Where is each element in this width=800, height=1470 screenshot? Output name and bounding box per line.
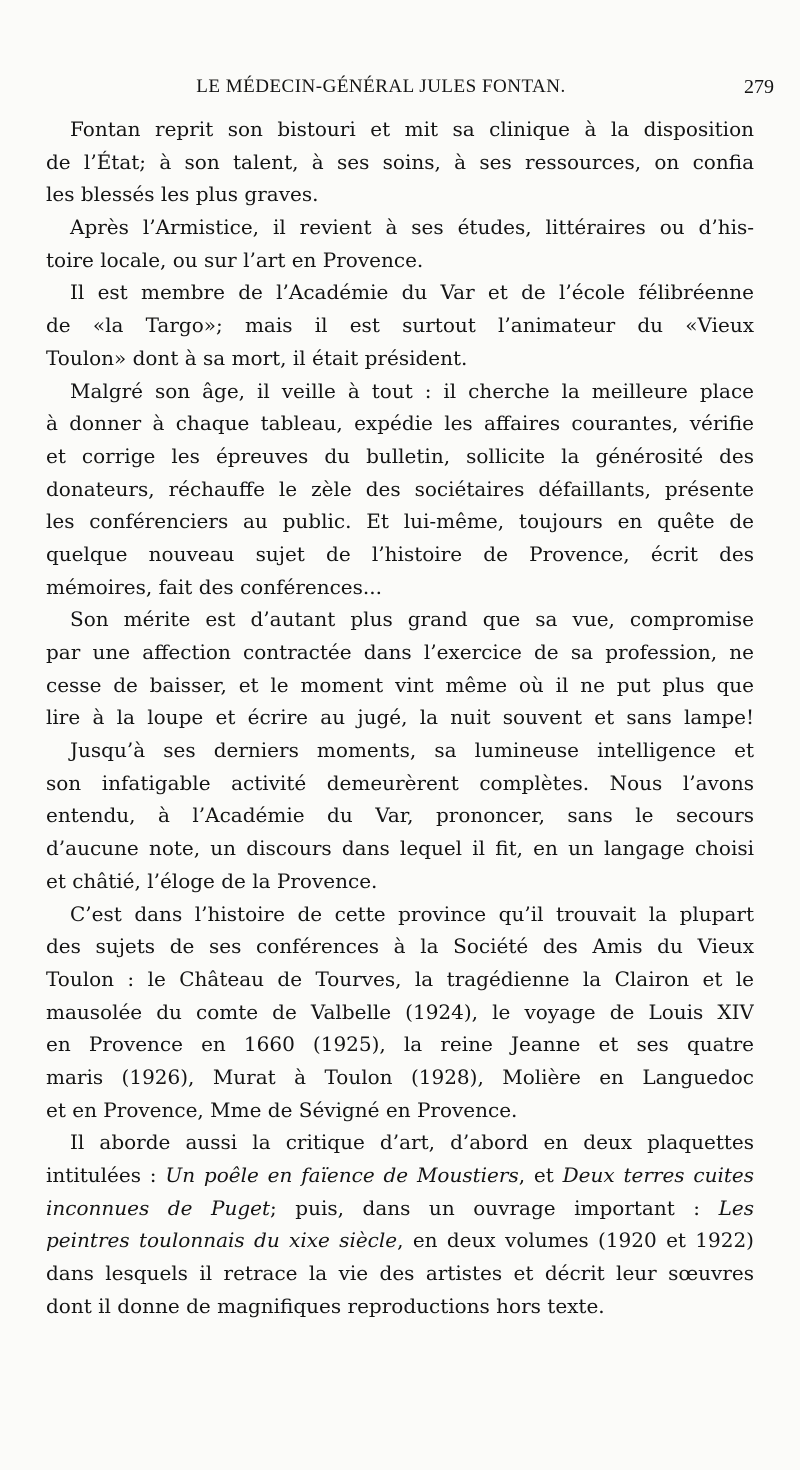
text-line: entendu, à l’Académie du Var, prononcer, sans le secours bbox=[46, 803, 754, 828]
text-line: dont il donne de magnifiques reproductions hors texte. bbox=[46, 1293, 605, 1318]
book-title: Un poêle en faïence de Moustiers bbox=[165, 1163, 519, 1187]
book-title: peintres toulonnais du xixe siècle bbox=[46, 1228, 398, 1253]
text-line: Son mérite est d’autant plus grand que sa vue, compromise bbox=[70, 607, 754, 632]
text-line bbox=[46, 1159, 754, 1192]
text-line: Il est membre de l’Académie du Var et de l’école félibréenne bbox=[70, 280, 754, 305]
text-line: et châtié, l’éloge de la Provence. bbox=[46, 868, 378, 893]
text-run: ; puis, dans un ouvrage important : bbox=[270, 1195, 719, 1220]
text-line: Après l’Armistice, il revient à ses études, littéraires ou d’his- bbox=[70, 215, 754, 240]
text-line: Toulon : le Château de Tourves, la tragédienne la Clairon et le bbox=[46, 966, 754, 991]
text-line: mémoires, fait des conférences... bbox=[46, 574, 382, 599]
text-line: d’aucune note, un discours dans lequel il fit, en un langage choisi bbox=[46, 836, 754, 861]
text-line: Toulon» dont à sa mort, il était président. bbox=[46, 345, 468, 370]
text-line: Jusqu’à ses derniers moments, sa lumineuse intelligence et bbox=[70, 738, 754, 763]
text-line: lire à la loupe et écrire au jugé, la nuit souvent et sans lampe! bbox=[46, 705, 754, 730]
book-title: inconnues de Puget bbox=[46, 1195, 270, 1220]
text-line: des sujets de ses conférences à la Société des Amis du Vieux bbox=[46, 934, 754, 959]
text-line bbox=[46, 1192, 754, 1225]
text-line: quelque nouveau sujet de l’histoire de Provence, écrit des bbox=[46, 541, 754, 566]
text-line: C’est dans l’histoire de cette province qu’il trouvait la plupart bbox=[70, 901, 754, 926]
text-line: les conférenciers au public. Et lui-même, toujours en quête de bbox=[46, 509, 754, 534]
text-run: , et bbox=[518, 1163, 563, 1187]
text-line bbox=[46, 1224, 754, 1257]
body-text bbox=[46, 113, 754, 1322]
text-line: Il aborde aussi la critique d’art, d’abord en deux plaquettes bbox=[70, 1130, 754, 1155]
text-line: dans lesquels il retrace la vie des artistes et décrit leur sœuvres bbox=[46, 1261, 754, 1286]
text-line: Malgré son âge, il veille à tout : il cherche la meilleure place bbox=[70, 378, 754, 403]
text-line: par une affection contractée dans l’exercice de sa profession, ne bbox=[46, 640, 754, 664]
book-title: Deux terres cuites bbox=[562, 1163, 754, 1187]
text-line: et corrige les épreuves du bulletin, sollicite la générosité des bbox=[46, 443, 754, 468]
page-number: 279 bbox=[744, 76, 774, 98]
text-run: intitulées : bbox=[46, 1163, 166, 1187]
text-line: mausolée du comte de Valbelle (1924), le voyage de Louis XIV bbox=[46, 999, 754, 1024]
text-line: son infatigable activité demeurèrent complètes. Nous l’avons bbox=[46, 770, 754, 795]
running-title: LE MÉDECIN-GÉNÉRAL JULES FONTAN. bbox=[196, 76, 566, 97]
text-line: maris (1926), Murat à Toulon (1928), Molière en Languedoc bbox=[46, 1064, 754, 1089]
text-run: , en deux volumes (1920 et 1922) bbox=[397, 1228, 754, 1253]
book-title: Les bbox=[718, 1195, 754, 1220]
text-line: à donner à chaque tableau, expédie les affaires courantes, vérifie bbox=[46, 411, 754, 436]
text-line: de «la Targo»; mais il est surtout l’animateur du «Vieux bbox=[46, 313, 754, 338]
text-line: Fontan reprit son bistouri et mit sa clinique à la disposition bbox=[70, 117, 754, 141]
text-line: de l’État; à son talent, à ses soins, à ses ressources, on confia bbox=[46, 149, 754, 174]
text-line: les blessés les plus graves. bbox=[46, 182, 319, 207]
running-head bbox=[48, 76, 774, 102]
text-line: et en Provence, Mme de Sévigné en Provence. bbox=[46, 1097, 518, 1122]
text-line: en Provence en 1660 (1925), la reine Jeanne et ses quatre bbox=[46, 1032, 754, 1057]
text-line: cesse de baisser, et le moment vint même où il ne put plus que bbox=[46, 672, 754, 697]
text-line: donateurs, réchauffe le zèle des sociétaires défaillants, présente bbox=[46, 476, 754, 501]
text-line: toire locale, ou sur l’art en Provence. bbox=[46, 247, 424, 272]
